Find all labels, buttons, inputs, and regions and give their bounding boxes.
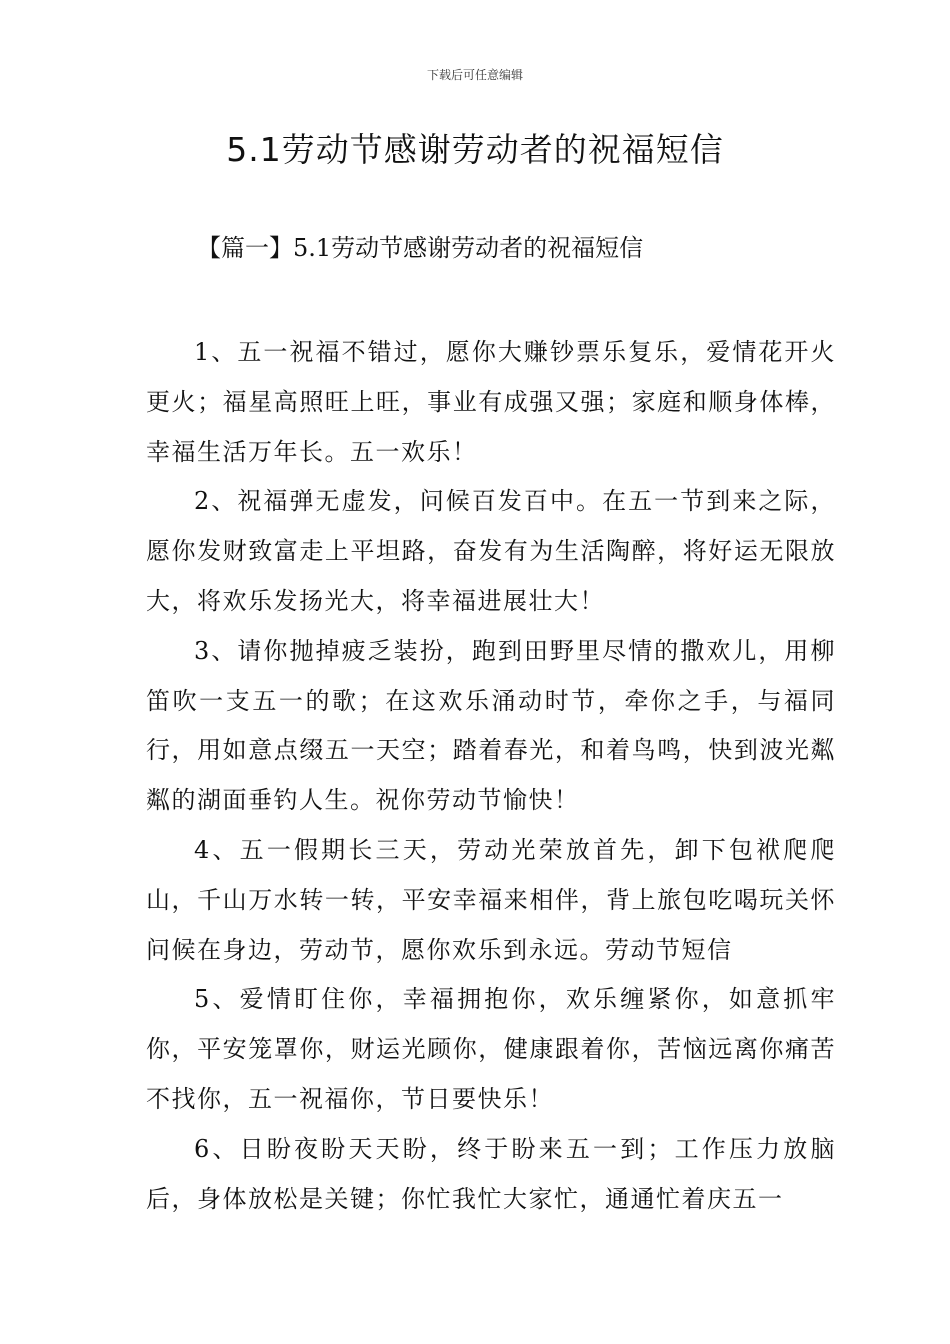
paragraph-4: 4、五一假期长三天，劳动光荣放首先，卸下包袱爬爬山，千山万水转一转，平安幸福来相伴，背上旅包吃喝玩关怀问候在身边，劳动节，愿你欢乐到永远。劳动节短信 [146,835,836,964]
document-title: 5.1劳动节感谢劳动者的祝福短信 [226,130,724,169]
document-body [146,328,836,1224]
paragraph-1: 1、五一祝福不错过，愿你大赚钞票乐复乐，爱情花开火更火；福星高照旺上旺，事业有成强又强；家庭和顺身体棒，幸福生活万年长。五一欢乐！ [146,338,836,466]
paragraph-5: 5、爱情盯住你，幸福拥抱你，欢乐缠紧你，如意抓牢你，平安笼罩你，财运光顾你，健康跟着你，苦恼远离你痛苦不找你，五一祝福你，节日要快乐！ [146,985,836,1113]
paragraph-6: 6、日盼夜盼天天盼，终于盼来五一到；工作压力放脑后，身体放松是关键；你忙我忙大家忙，通通忙着庆五一 [146,1134,836,1213]
section-heading: 【篇一】5.1劳动节感谢劳动者的祝福短信 [197,234,644,262]
header-note: 下载后可任意编辑 [426,68,523,82]
paragraph-3: 3、请你抛掉疲乏装扮，跑到田野里尽情的撒欢儿，用柳笛吹一支五一的歌；在这欢乐涌动时节，牵你之手，与福同行，用如意点缀五一天空；踏着春光，和着鸟鸣，快到波光粼粼的湖面垂钓人生。祝你劳动节愉快！ [146,636,836,815]
paragraph-2: 2、祝福弹无虚发，问候百发百中。在五一节到来之际，愿你发财致富走上平坦路，奋发有为生活陶醉，将好运无限放大，将欢乐发扬光大，将幸福进展壮大！ [146,487,836,615]
